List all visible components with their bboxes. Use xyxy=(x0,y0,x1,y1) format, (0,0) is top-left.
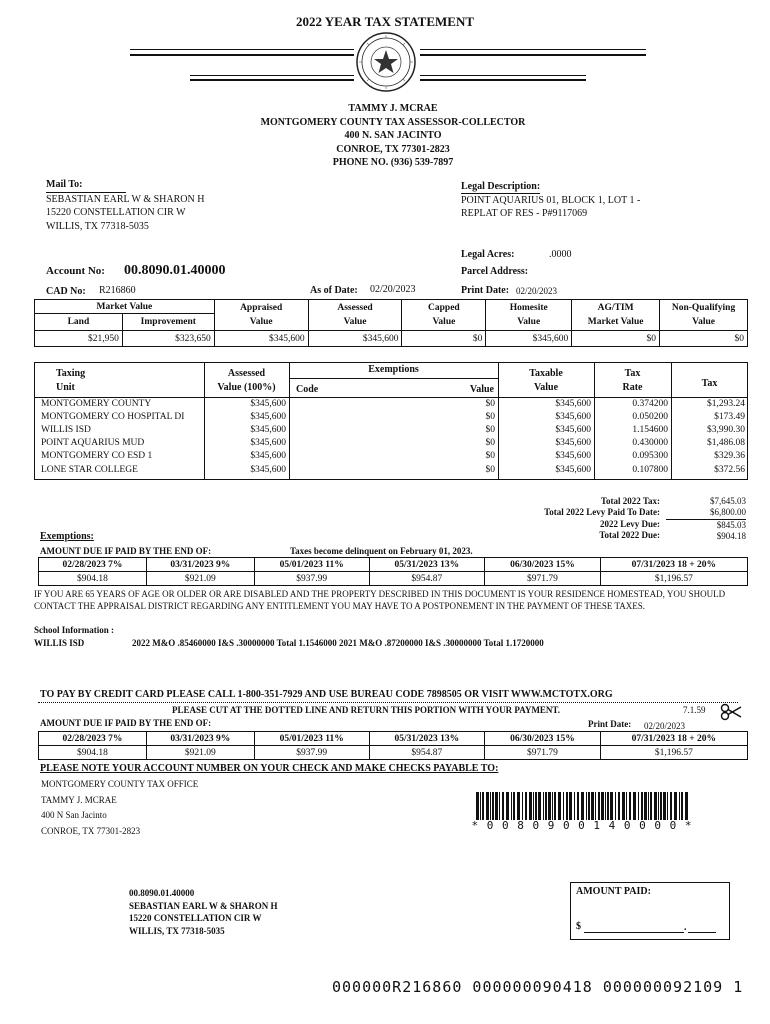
remit-address-block xyxy=(129,887,277,937)
tax-unit-exemption-value: $0 xyxy=(485,464,495,475)
divider xyxy=(130,54,354,56)
total-due-label: Total 2022 Due: xyxy=(599,530,660,541)
tax-unit-tax: $173.49 xyxy=(714,411,745,422)
barcode-bar xyxy=(558,792,561,820)
tax-unit-rate: 0.430000 xyxy=(632,438,668,449)
barcode-bar xyxy=(629,792,631,820)
barcode-bar xyxy=(595,792,596,820)
barcode-bar xyxy=(529,792,532,820)
market-value-header: Market Value xyxy=(35,300,215,314)
cad-number: R216860 xyxy=(99,285,136,296)
amount-due-schedule xyxy=(38,557,748,586)
schedule-amount: $1,196.57 xyxy=(600,572,747,586)
county-seal-icon xyxy=(355,31,417,93)
stub-schedule-amount: $954.87 xyxy=(369,746,485,760)
tax-unit-rate: 0.095300 xyxy=(632,451,668,462)
total-due-value: $904.18 xyxy=(716,531,746,542)
tax-unit-tax: $3,990.30 xyxy=(707,424,745,435)
agtim-value: $0 xyxy=(572,331,660,347)
tax-unit-assessed: $345,600 xyxy=(250,438,286,449)
barcode-bar xyxy=(658,792,659,820)
barcode-bar xyxy=(618,792,620,820)
exemptions-label: Exemptions: xyxy=(40,531,94,542)
assessed-value: $345,600 xyxy=(308,331,402,347)
tax-rate-header: Tax Rate xyxy=(622,368,643,393)
appraised-header: Appraised Value xyxy=(214,300,308,331)
land-value: $21,950 xyxy=(35,331,123,347)
barcode-bar xyxy=(638,792,639,820)
homesite-value: $345,600 xyxy=(486,331,572,347)
assessed-header: Assessed Value xyxy=(308,300,402,331)
barcode-bar xyxy=(513,792,515,820)
barcode-bar xyxy=(554,792,556,820)
barcode-bar xyxy=(569,792,572,820)
scissors-icon xyxy=(720,703,742,721)
remit-account: 00.8090.01.40000 xyxy=(129,888,195,898)
barcode-bar xyxy=(610,792,613,820)
barcode-bar xyxy=(667,792,668,820)
payee-line4: CONROE, TX 77301-2823 xyxy=(41,825,141,836)
stub-schedule-date: 05/31/2023 13% xyxy=(369,732,485,746)
tax-unit-exemption-value: $0 xyxy=(485,438,495,449)
barcode-bar xyxy=(622,792,625,820)
payee-line1: MONTGOMERY COUNTY TAX OFFICE xyxy=(41,779,199,789)
stub-schedule-date: 07/31/2023 18 + 20% xyxy=(600,732,747,746)
barcode-bar xyxy=(626,792,627,820)
divider xyxy=(190,79,354,81)
barcode-bar xyxy=(588,792,590,820)
tax-unit-taxable: $345,600 xyxy=(555,398,591,409)
barcode-bar xyxy=(543,792,544,820)
remit-line1: SEBASTIAN EARL W & SHARON H xyxy=(129,900,278,911)
legal-description-block xyxy=(461,180,640,220)
barcode-bar xyxy=(641,792,643,820)
account-label: Account No: xyxy=(46,265,105,277)
tax-unit-rate: 0.050200 xyxy=(632,411,668,422)
mail-to-block xyxy=(46,178,204,233)
tax-unit-assessed: $345,600 xyxy=(250,464,286,475)
school-info-label: School Information : xyxy=(34,625,115,635)
barcode-bar xyxy=(495,792,498,820)
tax-unit-assessed: $345,600 xyxy=(250,398,286,409)
stub-schedule-amount: $904.18 xyxy=(39,746,147,760)
credit-card-note: TO PAY BY CREDIT CARD PLEASE CALL 1-800-351-7929 AND USE BUREAU CODE 7898505 OR VISIT WWW.MCTOTX.ORG xyxy=(40,689,613,700)
tax-unit-tax: $329.36 xyxy=(714,451,745,462)
office-phone: PHONE NO. (936) 539-7897 xyxy=(332,157,454,168)
barcode-bar xyxy=(685,792,688,820)
improvement-value: $323,650 xyxy=(122,331,214,347)
legal-acres-value: .0000 xyxy=(549,249,572,260)
barcode-bar xyxy=(598,792,600,820)
homesite-header: Homesite Value xyxy=(486,300,572,331)
tax-unit-name: MONTGOMERY COUNTY xyxy=(41,398,152,409)
capped-value: $0 xyxy=(402,331,486,347)
stub-schedule-amount: $921.09 xyxy=(146,746,254,760)
delinquent-note: Taxes become delinquent on February 01, 2023. xyxy=(290,546,473,556)
barcode-bar xyxy=(607,792,609,820)
barcode-text: * 0 0 8 0 9 0 0 1 4 0 0 0 0 * xyxy=(471,819,693,832)
mail-to-line1: SEBASTIAN EARL W & SHARON H xyxy=(46,193,205,205)
schedule-date: 03/31/2023 9% xyxy=(146,558,254,572)
capped-header: Capped Value xyxy=(402,300,486,331)
tax-unit-taxable: $345,600 xyxy=(555,464,591,475)
barcode-bar xyxy=(679,792,680,820)
barcode-bar xyxy=(660,792,662,820)
barcode-bar xyxy=(482,792,484,820)
barcode-bar xyxy=(486,792,489,820)
barcode-bar xyxy=(648,792,649,820)
divider xyxy=(420,79,586,81)
amount-due-label: AMOUNT DUE IF PAID BY THE END OF: xyxy=(40,546,212,556)
legal-description-line1: POINT AQUARIUS 01, BLOCK 1, LOT 1 - xyxy=(461,195,641,206)
office-block xyxy=(0,102,770,170)
stub-schedule-date: 06/30/2023 15% xyxy=(485,732,601,746)
barcode-bar xyxy=(591,792,594,820)
barcode-bar xyxy=(574,792,575,820)
version-number: 7.1.59 xyxy=(683,705,706,715)
tax-unit-assessed: $345,600 xyxy=(250,451,286,462)
stub-schedule-date: 05/01/2023 11% xyxy=(254,732,369,746)
divider xyxy=(420,75,586,76)
schedule-date: 05/31/2023 13% xyxy=(369,558,485,572)
barcode-bar xyxy=(506,792,509,820)
payee-block xyxy=(41,777,198,839)
barcode-bar xyxy=(492,792,494,820)
tax-unit-row xyxy=(38,410,748,423)
stub-amount-due-schedule xyxy=(38,731,748,760)
tax-unit-exemption-code xyxy=(289,450,435,463)
tax-unit-rate: 0.107800 xyxy=(632,464,668,475)
stub-schedule-date: 03/31/2023 9% xyxy=(146,732,254,746)
agtim-header: AG/TIM Market Value xyxy=(572,300,660,331)
tax-unit-exemption-value: $0 xyxy=(485,398,495,409)
divider xyxy=(130,49,354,50)
schedule-amount: $971.79 xyxy=(485,572,601,586)
barcode-bar xyxy=(663,792,666,820)
taxable-value-header: Taxable Value xyxy=(529,368,563,393)
tax-units-table xyxy=(38,397,748,476)
barcode-bar xyxy=(490,792,491,820)
barcode-bar xyxy=(548,792,551,820)
print-date-value: 02/20/2023 xyxy=(516,286,558,296)
tax-unit-exemption-code xyxy=(289,423,435,436)
stub-schedule-amount: $937.99 xyxy=(254,746,369,760)
divider xyxy=(289,378,498,379)
barcode-bar xyxy=(650,792,652,820)
stub-schedule-amount: $1,196.57 xyxy=(600,746,747,760)
tax-unit-tax: $1,293.24 xyxy=(707,398,745,409)
barcode-bar xyxy=(499,792,500,820)
schedule-date: 05/01/2023 11% xyxy=(254,558,369,572)
barcode-bar xyxy=(480,792,481,820)
schedule-amount: $954.87 xyxy=(369,572,485,586)
barcode-bar xyxy=(605,792,606,820)
remit-line3: WILLIS, TX 77318-5035 xyxy=(129,925,225,936)
office-address2: CONROE, TX 77301-2823 xyxy=(336,143,450,155)
schedule-date: 07/31/2023 18 + 20% xyxy=(600,558,747,572)
divider xyxy=(420,49,646,50)
exemption-code-header: Code xyxy=(296,384,319,395)
barcode-bar xyxy=(517,792,520,820)
divider xyxy=(420,54,646,56)
barcode-bar xyxy=(670,792,672,820)
barcode-bar xyxy=(581,792,584,820)
stub-schedule-date: 02/28/2023 7% xyxy=(39,732,147,746)
amount-paid-cents-line[interactable] xyxy=(688,932,716,933)
barcode-bar xyxy=(644,792,647,820)
barcode xyxy=(476,792,688,820)
mail-to-line2: 15220 CONSTELLATION CIR W xyxy=(46,207,186,218)
tax-unit-taxable: $345,600 xyxy=(555,411,591,422)
tax-unit-name: LONE STAR COLLEGE xyxy=(41,464,138,475)
office-title: MONTGOMERY COUNTY TAX ASSESSOR-COLLECTOR xyxy=(260,116,526,128)
tax-unit-exemption-value: $0 xyxy=(485,411,495,422)
tax-unit-exemption-code xyxy=(289,437,435,450)
tax-unit-exemption-value: $0 xyxy=(485,451,495,462)
mail-to-label: Mail To: xyxy=(46,178,126,193)
school-info: 2022 M&O .85460000 I&S .30000000 Total 1.1546000 2021 M&O .87200000 I&S .30000000 Total 1.1720000 xyxy=(132,638,544,648)
levy-due-label: 2022 Levy Due: xyxy=(600,518,660,529)
schedule-date: 02/28/2023 7% xyxy=(39,558,147,572)
amount-paid-dollar-sign: $ xyxy=(576,921,581,932)
barcode-bar xyxy=(586,792,587,820)
tax-unit-row xyxy=(38,437,748,450)
barcode-bar xyxy=(476,792,479,820)
legal-acres-label: Legal Acres: xyxy=(461,249,515,260)
as-of-date-value: 02/20/2023 xyxy=(370,284,416,295)
barcode-bar xyxy=(535,792,537,820)
school-name: WILLIS ISD xyxy=(34,638,85,648)
tax-unit-rate: 0.374200 xyxy=(632,398,668,409)
legal-description-label: Legal Description: xyxy=(461,181,541,192)
tax-unit-taxable: $345,600 xyxy=(555,451,591,462)
tax-unit-tax: $372.56 xyxy=(714,464,745,475)
barcode-bar xyxy=(633,792,636,820)
barcode-bar xyxy=(545,792,547,820)
divider xyxy=(190,75,354,76)
tax-unit-taxable: $345,600 xyxy=(555,424,591,435)
improvement-header: Improvement xyxy=(122,314,214,331)
barcode-bar xyxy=(615,792,616,820)
land-header: Land xyxy=(35,314,123,331)
appraised-value: $345,600 xyxy=(214,331,308,347)
nonqualifying-header: Non-Qualifying Value xyxy=(660,300,748,331)
schedule-amount: $921.09 xyxy=(146,572,254,586)
stub-print-date-label: Print Date: xyxy=(588,719,632,729)
tax-unit-name: MONTGOMERY CO ESD 1 xyxy=(41,451,153,462)
please-note: PLEASE NOTE YOUR ACCOUNT NUMBER ON YOUR CHECK AND MAKE CHECKS PAYABLE TO: xyxy=(40,763,499,774)
barcode-bar xyxy=(654,792,657,820)
office-name: TAMMY J. MCRAE xyxy=(348,103,438,114)
office-address1: 400 N. SAN JACINTO xyxy=(344,130,442,141)
amount-paid-label: AMOUNT PAID: xyxy=(576,886,651,897)
senior-notice: IF YOU ARE 65 YEARS OF AGE OR OLDER OR ARE DISABLED AND THE PROPERTY DESCRIBED IN THIS DOCUMENT IS YOUR RESIDENCE HOMESTEAD, YOU SHOULD CONTACT THE APPRAISAL DISTRICT REGARDING ANY ENTITLEMENT YOU MAY HAVE TO A POSTPONEMENT IN THE PAYMENT OF THESE TAXES. xyxy=(34,589,726,611)
cut-note: PLEASE CUT AT THE DOTTED LINE AND RETURN THIS PORTION WITH YOUR PAYMENT. xyxy=(172,705,561,715)
assessed-100-header: Assessed Value (100%) xyxy=(217,368,276,393)
tax-unit-assessed: $345,600 xyxy=(250,424,286,435)
ocr-scanline: 000000R216860 000000090418 000000092109 1 xyxy=(332,978,744,996)
tax-unit-tax: $1,486.08 xyxy=(707,438,745,449)
tax-unit-exemption-code xyxy=(289,463,435,476)
stub-amount-due-label: AMOUNT DUE IF PAID BY THE END OF: xyxy=(40,718,212,728)
barcode-bar xyxy=(511,792,512,820)
schedule-date: 06/30/2023 15% xyxy=(485,558,601,572)
print-date-label: Print Date: xyxy=(461,285,510,296)
stub-schedule-amount: $971.79 xyxy=(485,746,601,760)
barcode-bar xyxy=(502,792,504,820)
schedule-amount: $904.18 xyxy=(39,572,147,586)
levy-due-value: $845.03 xyxy=(716,519,746,530)
levy-paid-label: Total 2022 Levy Paid To Date: xyxy=(544,507,660,518)
barcode-bar xyxy=(681,792,683,820)
taxing-unit-header: Taxing Unit xyxy=(56,368,86,393)
barcode-bar xyxy=(552,792,553,820)
tax-unit-name: MONTGOMERY CO HOSPITAL DI xyxy=(41,411,185,422)
remit-line2: 15220 CONSTELLATION CIR W xyxy=(129,913,262,923)
tax-unit-name: WILLIS ISD xyxy=(41,424,91,435)
values-table xyxy=(34,299,748,347)
tax-unit-exemption-code xyxy=(289,397,435,410)
legal-description-line2: REPLAT OF RES - P#9117069 xyxy=(461,208,588,219)
nonqualifying-value: $0 xyxy=(660,331,748,347)
tax-unit-taxable: $345,600 xyxy=(555,438,591,449)
tax-unit-row xyxy=(38,423,748,436)
levy-paid-value: $6,800.00 xyxy=(666,507,746,519)
totals-labels xyxy=(470,496,660,542)
barcode-bar xyxy=(522,792,523,820)
payee-line2: TAMMY J. MCRAE xyxy=(41,794,117,805)
exemption-value-header: Value xyxy=(469,384,494,395)
account-number: 00.8090.01.40000 xyxy=(124,263,226,278)
barcode-bar xyxy=(533,792,534,820)
stub-print-date: 02/20/2023 xyxy=(644,721,686,731)
tax-unit-exemption-value: $0 xyxy=(485,424,495,435)
barcode-bar xyxy=(566,792,568,820)
cut-line xyxy=(38,702,738,703)
tax-unit-row xyxy=(38,463,748,476)
barcode-bar xyxy=(525,792,527,820)
totals-values xyxy=(666,496,746,543)
tax-unit-row xyxy=(38,450,748,463)
amount-paid-dollars-line[interactable] xyxy=(584,932,684,933)
tax-unit-name: POINT AQUARIUS MUD xyxy=(41,438,145,449)
barcode-bar xyxy=(674,792,677,820)
barcode-bar xyxy=(563,792,564,820)
tax-unit-exemption-code xyxy=(289,410,435,423)
barcode-bar xyxy=(577,792,579,820)
payee-line3: 400 N San Jacinto xyxy=(41,810,107,820)
parcel-address-label: Parcel Address: xyxy=(461,266,529,277)
as-of-date-label: As of Date: xyxy=(310,285,358,296)
total-tax-value: $7,645.03 xyxy=(710,496,746,506)
barcode-bar xyxy=(538,792,541,820)
exemptions-header: Exemptions xyxy=(368,364,419,375)
tax-unit-assessed: $345,600 xyxy=(250,411,286,422)
tax-header: Tax xyxy=(701,378,718,389)
schedule-amount: $937.99 xyxy=(254,572,369,586)
cad-label: CAD No: xyxy=(46,286,86,297)
tax-unit-row xyxy=(38,397,748,410)
total-tax-label: Total 2022 Tax: xyxy=(600,496,660,506)
barcode-bar xyxy=(601,792,604,820)
page-title: 2022 YEAR TAX STATEMENT xyxy=(295,14,475,29)
mail-to-line3: WILLIS, TX 77318-5035 xyxy=(46,220,149,232)
tax-unit-rate: 1.154600 xyxy=(632,424,668,435)
